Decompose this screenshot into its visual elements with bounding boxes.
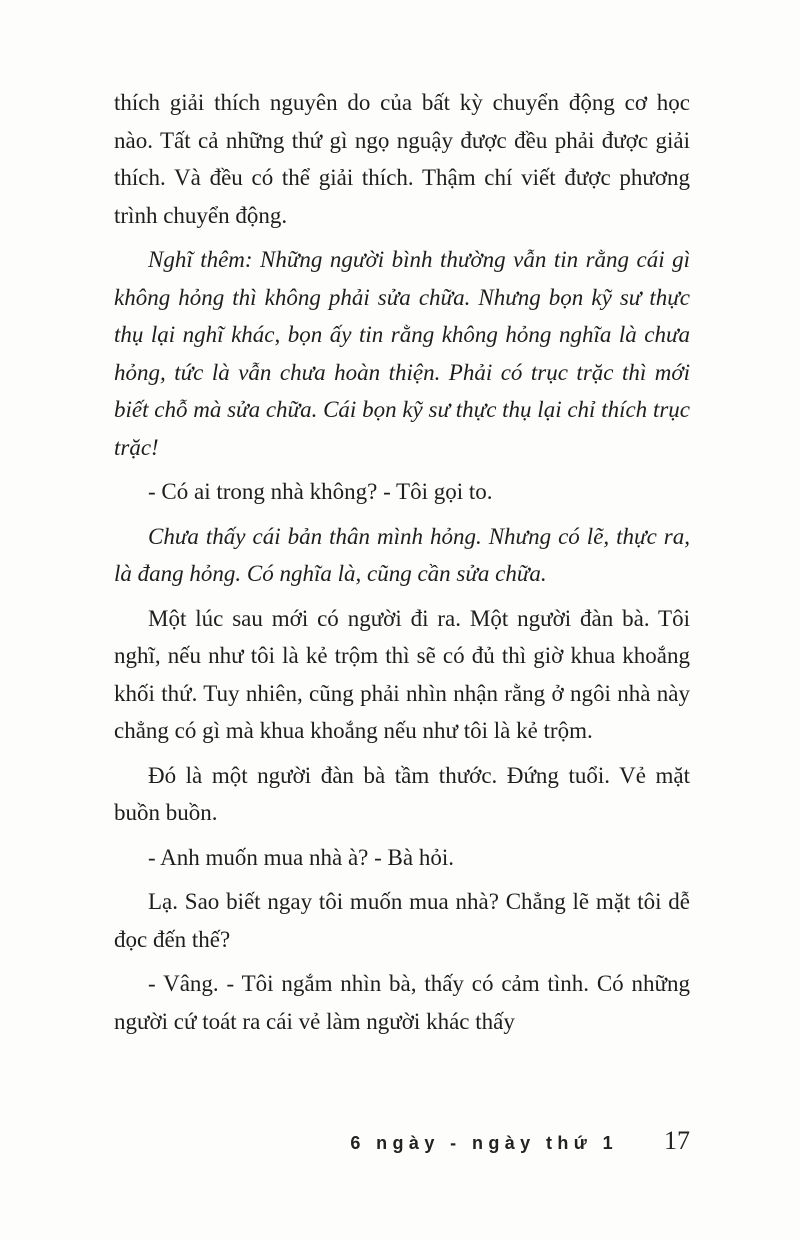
paragraph-1: thích giải thích nguyên do của bất kỳ chuyển động cơ học nào. Tất cả những thứ gì ngọ nguậy được đều phải được giải thích. Và đều có thể giải thích. Thậm chí viết được phương trình chuyển động. (114, 90, 690, 228)
paragraph-9-dialogue: - Vâng. - Tôi ngắm nhìn bà, thấy có cảm tình. Có những người cứ toát ra cái vẻ làm người khác thấy (114, 971, 690, 1034)
page-number: 17 (664, 1126, 690, 1155)
running-title: 6 ngày - ngày thứ 1 (350, 1133, 618, 1153)
paragraph-4-note: Chưa thấy cái bản thân mình hỏng. Nhưng có lẽ, thực ra, là đang hỏng. Có nghĩa là, cũng cần sửa chữa. (114, 523, 690, 586)
paragraph-2-note: Nghĩ thêm: Những người bình thường vẫn tin rằng cái gì không hỏng thì không phải sửa chữa. Nhưng bọn kỹ sư thực thụ lại nghĩ khác, bọn ấy tin rằng không hỏng nghĩa là chưa hỏng, tức là vẫn chưa hoàn thiện. Phải có trục trặc thì mới biết chỗ mà sửa chữa. Cái bọn kỹ sư thực thụ lại chỉ thích trục trặc! (114, 247, 690, 460)
paragraph-8: Lạ. Sao biết ngay tôi muốn mua nhà? Chẳng lẽ mặt tôi dễ đọc đến thế? (114, 889, 690, 952)
page-footer (114, 1126, 690, 1156)
paragraph-6: Đó là một người đàn bà tầm thước. Đứng tuổi. Vẻ mặt buồn buồn. (114, 762, 690, 825)
paragraph-7-dialogue: - Anh muốn mua nhà à? - Bà hỏi. (148, 844, 454, 870)
paragraph-5: Một lúc sau mới có người đi ra. Một người đàn bà. Tôi nghĩ, nếu như tôi là kẻ trộm thì sẽ có đủ thì giờ khua khoắng khối thứ. Tuy nhiên, cũng phải nhìn nhận rằng ở ngôi nhà này chẳng có gì mà khua khoắng nếu như tôi là kẻ trộm. (114, 605, 690, 743)
paragraph-3-dialogue: - Có ai trong nhà không? - Tôi gọi to. (148, 479, 493, 504)
text-block (114, 84, 690, 1047)
